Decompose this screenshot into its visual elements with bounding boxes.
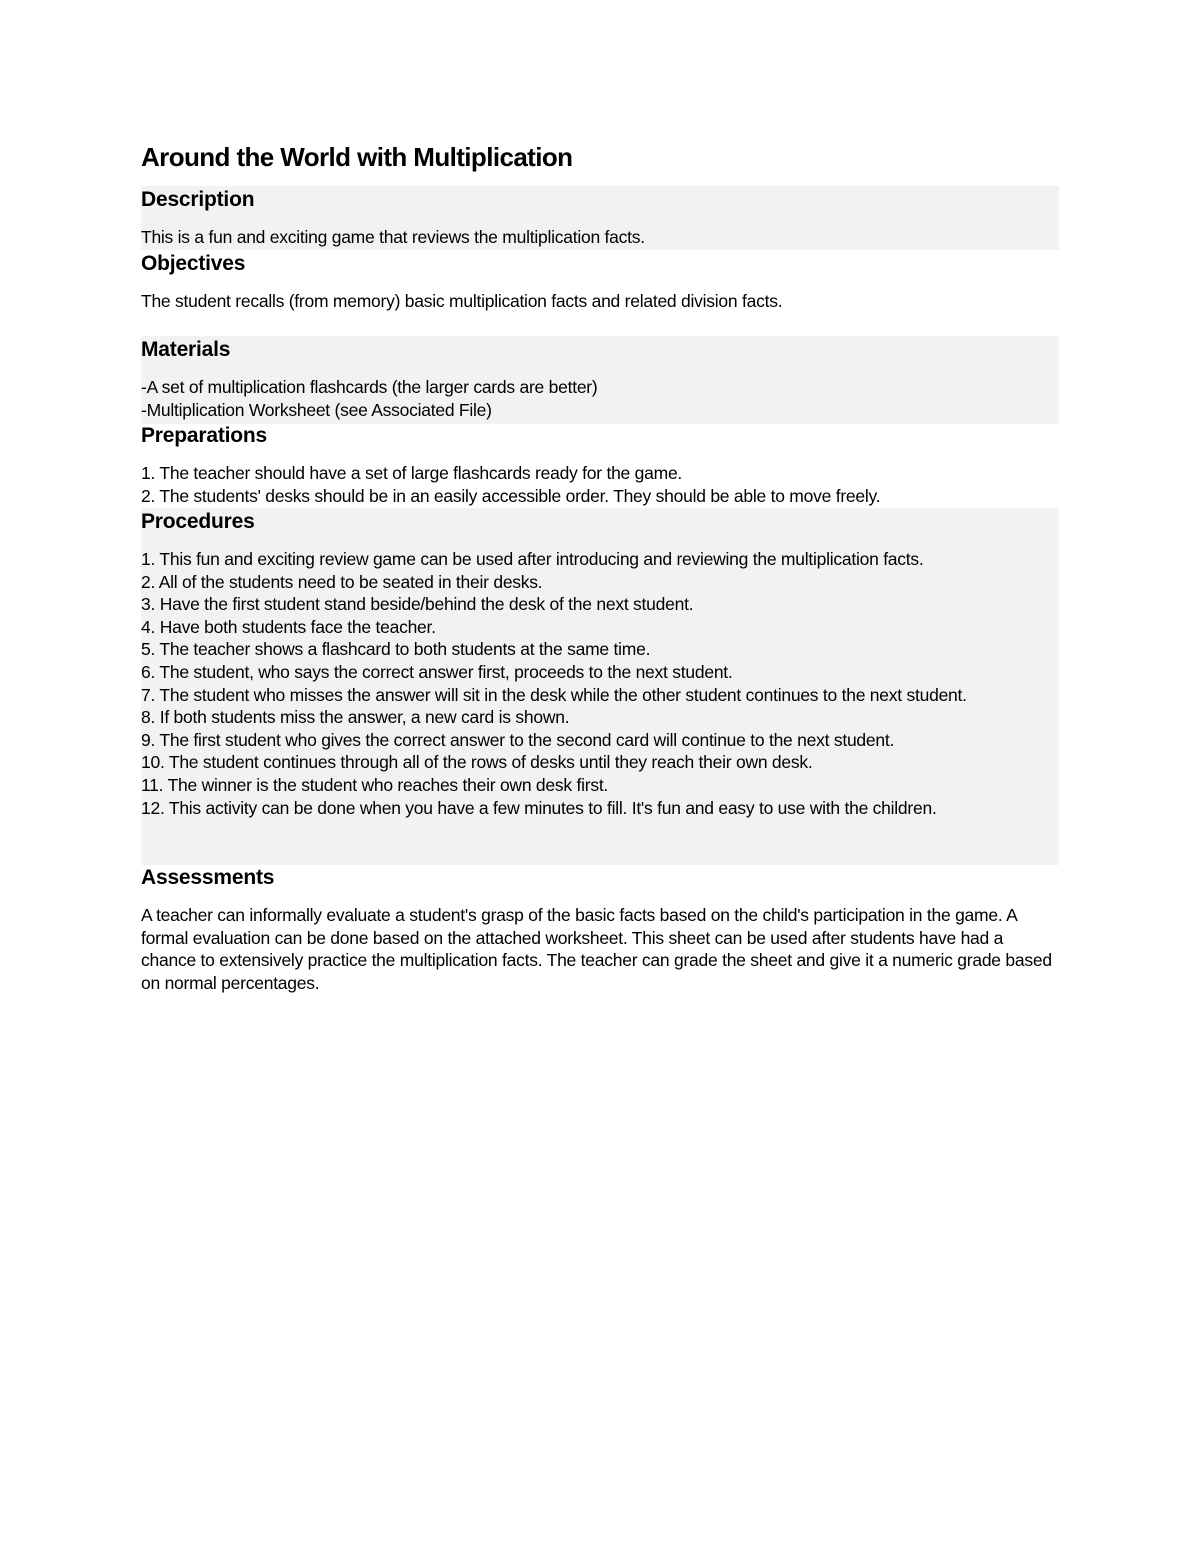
procedures-section (141, 508, 1059, 865)
procedure-step: 2. All of the students need to be seated in their desks. (141, 571, 543, 592)
preparations-section (141, 422, 1059, 508)
procedure-step: 12. This activity can be done when you have a few minutes to fill. It's fun and easy to use with the children. (141, 797, 937, 818)
assessments-body: A teacher can informally evaluate a student's grasp of the basic facts based on the child's participation in the game. A formal evaluation can be done based on the attached worksheet. This sheet can be used after students have had a chance to extensively practice the multiplication facts. The teacher can grade the sheet and give it a numeric grade based on normal percentages. (141, 905, 1052, 993)
preparations-item: 1. The teacher should have a set of large flashcards ready for the game. (141, 463, 683, 483)
procedure-step: 8. If both students miss the answer, a new card is shown. (141, 707, 570, 728)
procedure-step: 3. Have the first student stand beside/behind the desk of the next student. (141, 594, 694, 615)
description-body (141, 226, 1059, 249)
assessments-heading: Assessments (141, 866, 275, 889)
procedures-list (141, 548, 1059, 819)
materials-item: -Multiplication Worksheet (see Associated File) (141, 399, 492, 420)
objectives-heading: Objectives (141, 252, 246, 275)
procedure-step: 11. The winner is the student who reaches their own desk first. (141, 774, 609, 795)
preparations-heading: Preparations (141, 424, 267, 447)
objectives-body (141, 290, 1059, 313)
materials-list (141, 376, 1059, 421)
objectives-line: The student recalls (from memory) basic multiplication facts and related division facts. (141, 291, 783, 311)
preparations-item: 2. The students' desks should be in an easily accessible order. They should be able to move freely. (141, 485, 881, 506)
materials-heading: Materials (141, 338, 231, 361)
procedure-step: 5. The teacher shows a flashcard to both students at the same time. (141, 639, 651, 660)
preparations-list (141, 462, 1059, 507)
objectives-section (141, 250, 1059, 320)
document-title: Around the World with Multiplication (141, 142, 573, 172)
materials-item: -A set of multiplication flashcards (the larger cards are better) (141, 377, 598, 397)
procedures-heading: Procedures (141, 510, 255, 533)
procedure-step: 9. The first student who gives the correct answer to the second card will continue to the next student. (141, 729, 895, 750)
procedure-step: 7. The student who misses the answer will sit in the desk while the other student continues to the next student. (141, 684, 967, 705)
procedure-step: 6. The student, who says the correct answer first, proceeds to the next student. (141, 661, 733, 682)
materials-section (141, 336, 1059, 424)
procedure-step: 1. This fun and exciting review game can be used after introducing and reviewing the multiplication facts. (141, 549, 924, 569)
description-line: This is a fun and exciting game that reviews the multiplication facts. (141, 227, 645, 247)
description-heading: Description (141, 188, 255, 211)
description-section (141, 186, 1059, 250)
assessments-section (141, 864, 1059, 1004)
procedure-step: 10. The student continues through all of the rows of desks until they reach their own desk. (141, 752, 813, 773)
procedure-step: 4. Have both students face the teacher. (141, 616, 436, 637)
